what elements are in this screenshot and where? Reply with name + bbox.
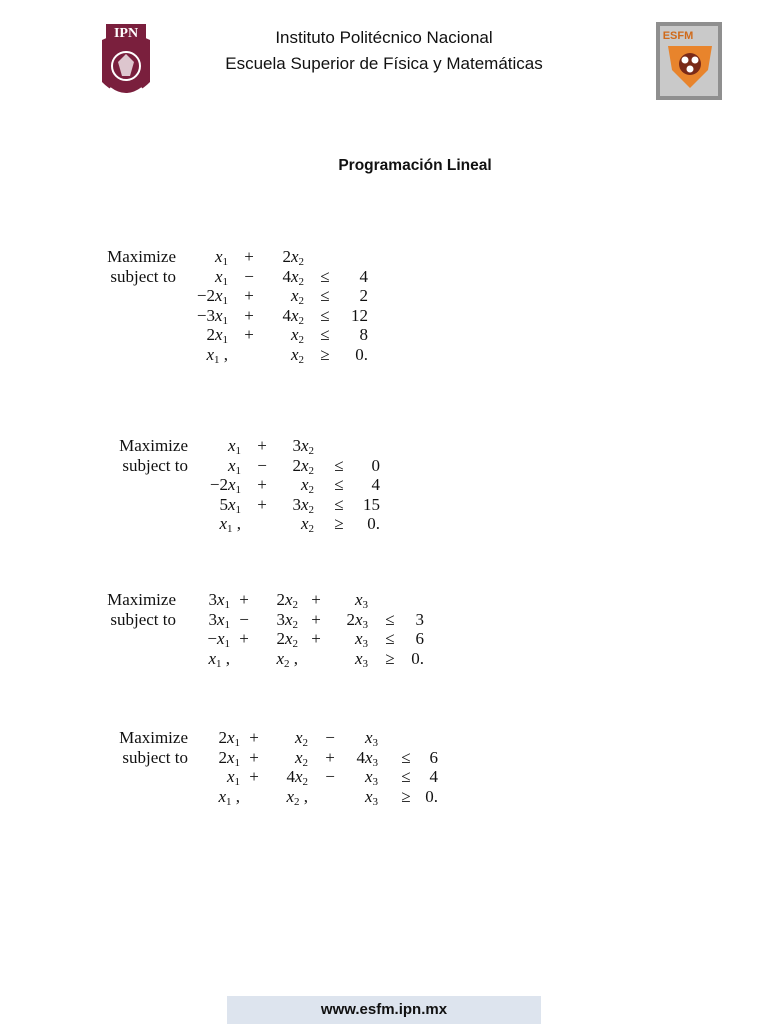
lp-rel: ≤	[385, 609, 395, 629]
lp-rhs: 4	[429, 767, 438, 786]
lp-t1: $-x_1$	[207, 629, 230, 650]
lp-op2: +	[311, 590, 321, 609]
lp-rhs: 8	[359, 325, 368, 344]
lp-op1: +	[244, 286, 254, 305]
lp-t1: $x_1$ ,	[206, 344, 228, 366]
esfm-logo-icon	[656, 22, 722, 100]
lp-t3: $x_3$	[354, 648, 368, 670]
lp-t1: $2x_1$	[218, 747, 240, 769]
lp-op1: +	[249, 728, 259, 747]
lp-t2: $x_2$	[300, 475, 314, 496]
lp-op1: +	[257, 475, 267, 494]
lp-t3: $x_3$	[364, 728, 378, 749]
lp-op1: +	[239, 629, 249, 648]
lp-t1: $x_1$	[227, 436, 241, 457]
lp-t1: $x_1$	[214, 266, 228, 288]
lp-t3: $x_3$	[364, 767, 378, 788]
lp-op1: +	[244, 247, 254, 266]
lp-rhs: 15	[363, 494, 380, 514]
lp-op2: −	[325, 728, 335, 747]
lp-op1: +	[244, 325, 254, 344]
lp-t2: $x_2$	[294, 747, 308, 769]
lp-label: subject to	[110, 266, 176, 286]
lp-rel: ≤	[385, 629, 395, 648]
lp-rhs: 0.	[367, 514, 380, 533]
lp-rhs: 0.	[355, 344, 368, 364]
lp-t1: $x_1$	[227, 455, 241, 477]
lp-t1: $2x_1$	[218, 728, 240, 749]
lp-rel: ≥	[334, 514, 344, 533]
lp-t2: $3x_2$	[292, 494, 314, 516]
lp-op1: +	[257, 494, 267, 514]
lp-t2: $x_2$	[290, 344, 304, 366]
lp-t1: $x_1$ ,	[219, 514, 241, 535]
school-name: Escuela Superior de Física y Matemáticas	[225, 54, 543, 73]
lp-t1: $-2x_1$	[209, 475, 241, 496]
lp-t2: $x_2$	[300, 514, 314, 535]
lp-rhs: 12	[351, 305, 368, 325]
lp-op2: +	[325, 747, 335, 767]
lp-rel: ≤	[334, 494, 344, 514]
lp-op1: +	[249, 767, 259, 786]
lp-t2: $4x_2$	[282, 266, 304, 288]
lp-op2: +	[311, 629, 321, 648]
lp-rhs: 0	[371, 455, 380, 475]
lp-rel: ≤	[401, 747, 411, 767]
lp-label: Maximize	[119, 728, 188, 747]
lp-op1: +	[257, 436, 267, 455]
lp-op1: +	[244, 305, 254, 325]
lp-op2: −	[325, 767, 335, 786]
lp-t3: $4x_3$	[356, 747, 378, 769]
lp-label: Maximize	[107, 247, 176, 266]
lp-t3: $x_3$	[354, 590, 368, 611]
lp-op2: +	[311, 609, 321, 629]
lp-t3: $x_3$	[354, 629, 368, 650]
lp-t1: $x_1$	[226, 767, 240, 788]
lp-rel: ≤	[334, 455, 344, 475]
lp-rhs: 0.	[425, 786, 438, 806]
lp-rel: ≤	[320, 325, 330, 344]
esfm-logo-lettering: ESFM	[662, 30, 694, 42]
lp-rel: ≤	[320, 286, 330, 305]
lp-t2: $2x_2$	[276, 629, 298, 650]
lp-label: Maximize	[107, 590, 176, 609]
lp-t2: $x_2$	[290, 286, 304, 307]
lp-t1: $-2x_1$	[196, 286, 228, 307]
lp-t1: $5x_1$	[219, 494, 241, 516]
lp-op1: −	[257, 455, 267, 475]
lp-t1: $3x_1$	[208, 609, 230, 631]
lp-t2: $x_2$	[290, 325, 304, 346]
lp-label: subject to	[122, 455, 188, 475]
lp-rhs: 3	[415, 609, 424, 629]
lp-rel: ≤	[320, 305, 330, 325]
lp-rhs: 0.	[411, 648, 424, 668]
lp-t3: $x_3$	[364, 786, 378, 808]
lp-t2: $3x_2$	[292, 436, 314, 457]
lp-label: subject to	[122, 747, 188, 767]
lp-rhs: 6	[429, 747, 438, 767]
lp-t1: $x_1$ ,	[218, 786, 240, 808]
lp-t2: $2x_2$	[276, 590, 298, 611]
lp-op1: −	[239, 609, 249, 629]
lp-t2: $2x_2$	[282, 247, 304, 268]
lp-t2: $x_2$ ,	[276, 648, 298, 670]
footer-url: www.esfm.ipn.mx	[227, 996, 541, 1024]
lp-rel: ≥	[320, 344, 330, 364]
lp-label: subject to	[110, 609, 176, 629]
lp-rel: ≤	[320, 266, 330, 286]
lp-t2: $x_2$	[294, 728, 308, 749]
lp-op1: −	[244, 266, 254, 286]
lp-label: Maximize	[119, 436, 188, 455]
lp-rel: ≤	[401, 767, 411, 786]
lp-rel: ≥	[401, 786, 411, 806]
lp-t2: $4x_2$	[286, 767, 308, 788]
lp-t1: $-3x_1$	[196, 305, 228, 327]
institution-name: Instituto Politécnico Nacional	[275, 28, 493, 47]
lp-t2: $x_2$ ,	[286, 786, 308, 808]
lp-rhs: 4	[371, 475, 380, 494]
lp-rel: ≥	[385, 648, 395, 668]
lp-t1: $2x_1$	[206, 325, 228, 346]
lp-t2: $3x_2$	[276, 609, 298, 631]
lp-t2: $4x_2$	[282, 305, 304, 327]
page-title: Programación Lineal	[338, 157, 492, 174]
lp-rel: ≤	[334, 475, 344, 494]
lp-rhs: 2	[359, 286, 368, 305]
lp-t1: $x_1$	[214, 247, 228, 268]
lp-t1: $3x_1$	[208, 590, 230, 611]
lp-t1: $x_1$ ,	[208, 648, 230, 670]
ipn-logo-lettering: IPN	[113, 26, 139, 41]
lp-rhs: 6	[415, 629, 424, 648]
lp-op1: +	[249, 747, 259, 767]
lp-t2: $2x_2$	[292, 455, 314, 477]
lp-op1: +	[239, 590, 249, 609]
lp-t3: $2x_3$	[346, 609, 368, 631]
lp-rhs: 4	[359, 266, 368, 286]
